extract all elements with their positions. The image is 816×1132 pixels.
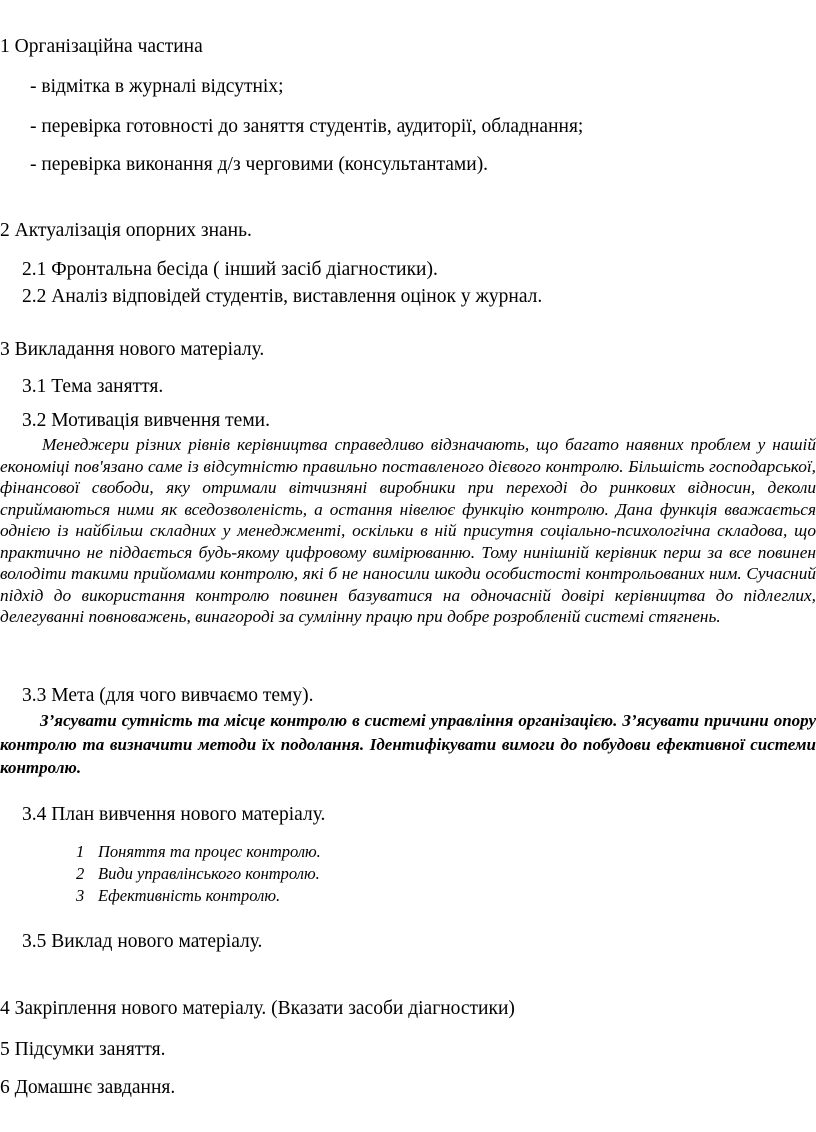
plan-item-number: 2: [76, 864, 85, 883]
goal-text: З’ясувати сутність та місце контролю в системі управління організацією. З’ясувати причини опору контролю та визначити методи їх подолання. Ідентифікувати вимоги до побудови ефективної системи контролю.: [0, 711, 816, 777]
plan-item: [76, 864, 320, 884]
topic-heading: 3.1 Тема заняття.: [22, 376, 164, 397]
plan-item: [76, 842, 321, 862]
section-2-title: 2 Актуалізація опорних знань.: [0, 220, 252, 241]
plan-item-number: 3: [76, 886, 85, 905]
section-3-title: 3 Викладання нового матеріалу.: [0, 339, 265, 360]
section-6-title: 6 Домашнє завдання.: [0, 1077, 176, 1098]
plan-item-text: Поняття та процес контролю.: [98, 842, 321, 861]
section-2-item: 2.2 Аналіз відповідей студентів, виставлення оцінок у журнал.: [22, 286, 543, 307]
section-5-title: 5 Підсумки заняття.: [0, 1039, 166, 1060]
plan-heading: 3.4 План вивчення нового матеріалу.: [22, 804, 326, 825]
section-4-title: 4 Закріплення нового матеріалу. (Вказати засоби діагностики): [0, 998, 515, 1019]
section-2-item: 2.1 Фронтальна бесіда ( інший засіб діагностики).: [22, 259, 438, 280]
plan-item-text: Види управлінського контролю.: [98, 864, 320, 883]
plan-item-number: 1: [76, 842, 85, 861]
goal-heading: 3.3 Мета (для чого вивчаємо тему).: [22, 685, 314, 706]
motivation-heading: 3.2 Мотивація вивчення теми.: [22, 410, 270, 431]
section-1-item: - відмітка в журналі відсутніх;: [30, 76, 284, 97]
section-1-item: - перевірка виконання д/з черговими (консультантами).: [30, 154, 489, 175]
delivery-heading: 3.5 Виклад нового матеріалу.: [22, 931, 263, 952]
plan-item-text: Ефективність контролю.: [98, 886, 281, 905]
motivation-text: Менеджери різних рівнів керівництва справедливо відзначають, що багато наявних проблем у нашій економіці пов'язано саме із відсутністю правильно поставленого дієвого контролю. Більшість господарської, фінансової свободи, яку отримали вітчизняні виробники при переході до ринкових відносин, деколи сприймаються ними як вседозволеність, а остання нівелює функцію контролю. Дана функція вважається однією із найбільш складних у менеджменті, оскільки в ній присутня соціально-психологічна складова, що практично не піддається будь-якому цифровому вимірюванню. Тому нинішній керівник перш за все повинен володіти такими прийомами контролю, які б не наносили шкоди особистості контрольованих ним. Сучасний підхід до використання контролю повинен базуватися на одночасній довірі керівництва до підлеглих, делегуванні повноважень, винагороді за сумлінну працю при добре розробленій системі стягнень.: [0, 435, 816, 626]
section-1-item: - перевірка готовності до заняття студентів, аудиторії, обладнання;: [30, 116, 584, 137]
section-1-title: 1 Організаційна частина: [0, 36, 203, 57]
plan-item: [76, 886, 280, 906]
